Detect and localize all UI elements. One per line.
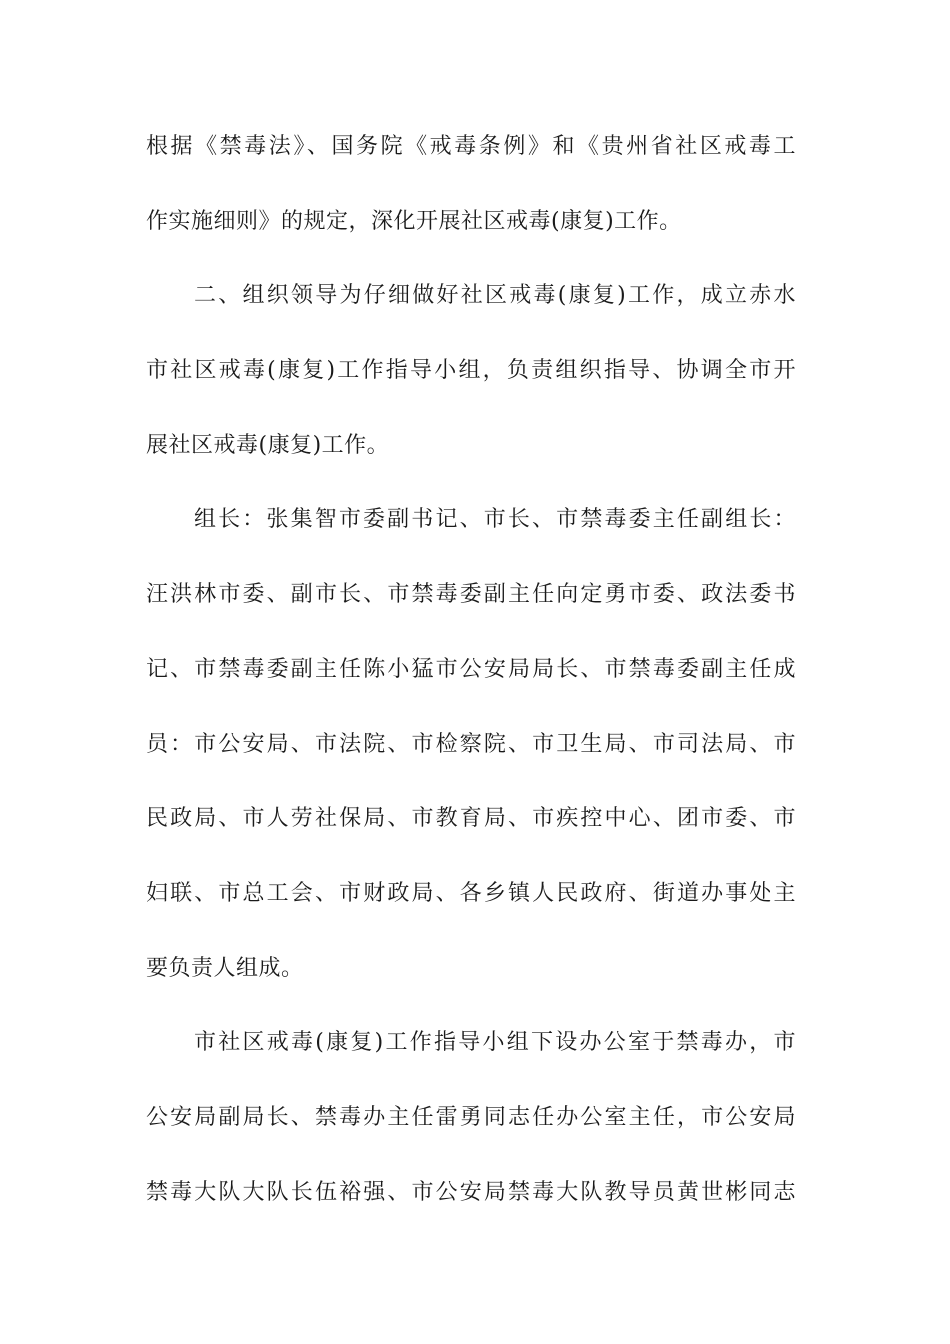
text-line: 妇联、市总工会、市财政局、各乡镇人民政府、街道办事处主: [146, 880, 796, 906]
text-line: 记、市禁毒委副主任陈小猛市公安局局长、市禁毒委副主任成: [146, 656, 796, 682]
document-body: [146, 122, 796, 1242]
text-line: 员：市公安局、市法院、市检察院、市卫生局、市司法局、市: [146, 731, 796, 757]
text-line: 公安局副局长、禁毒办主任雷勇同志任办公室主任，市公安局: [146, 1104, 796, 1130]
text-line: 禁毒大队大队长伍裕强、市公安局禁毒大队教导员黄世彬同志: [146, 1179, 796, 1205]
text-line: 二、组织领导为仔细做好社区戒毒(康复)工作，成立赤水: [194, 283, 796, 309]
text-line: 市社区戒毒(康复)工作指导小组，负责组织指导、协调全市开: [146, 358, 796, 384]
text-line: 根据《禁毒法》、国务院《戒毒条例》和《贵州省社区戒毒工: [146, 134, 796, 159]
text-line: 要负责人组成。: [146, 955, 304, 981]
text-line: 汪洪林市委、副市长、市禁毒委副主任向定勇市委、政法委书: [146, 582, 796, 608]
text-line: 组长：张集智市委副书记、市长、市禁毒委主任副组长：: [194, 507, 796, 533]
text-line: 展社区戒毒(康复)工作。: [146, 432, 390, 458]
text-line: 民政局、市人劳社保局、市教育局、市疾控中心、团市委、市: [146, 806, 796, 832]
text-line: 市社区戒毒(康复)工作指导小组下设办公室于禁毒办，市: [194, 1030, 796, 1056]
text-line: 作实施细则》的规定，深化开展社区戒毒(康复)工作。: [146, 208, 682, 234]
